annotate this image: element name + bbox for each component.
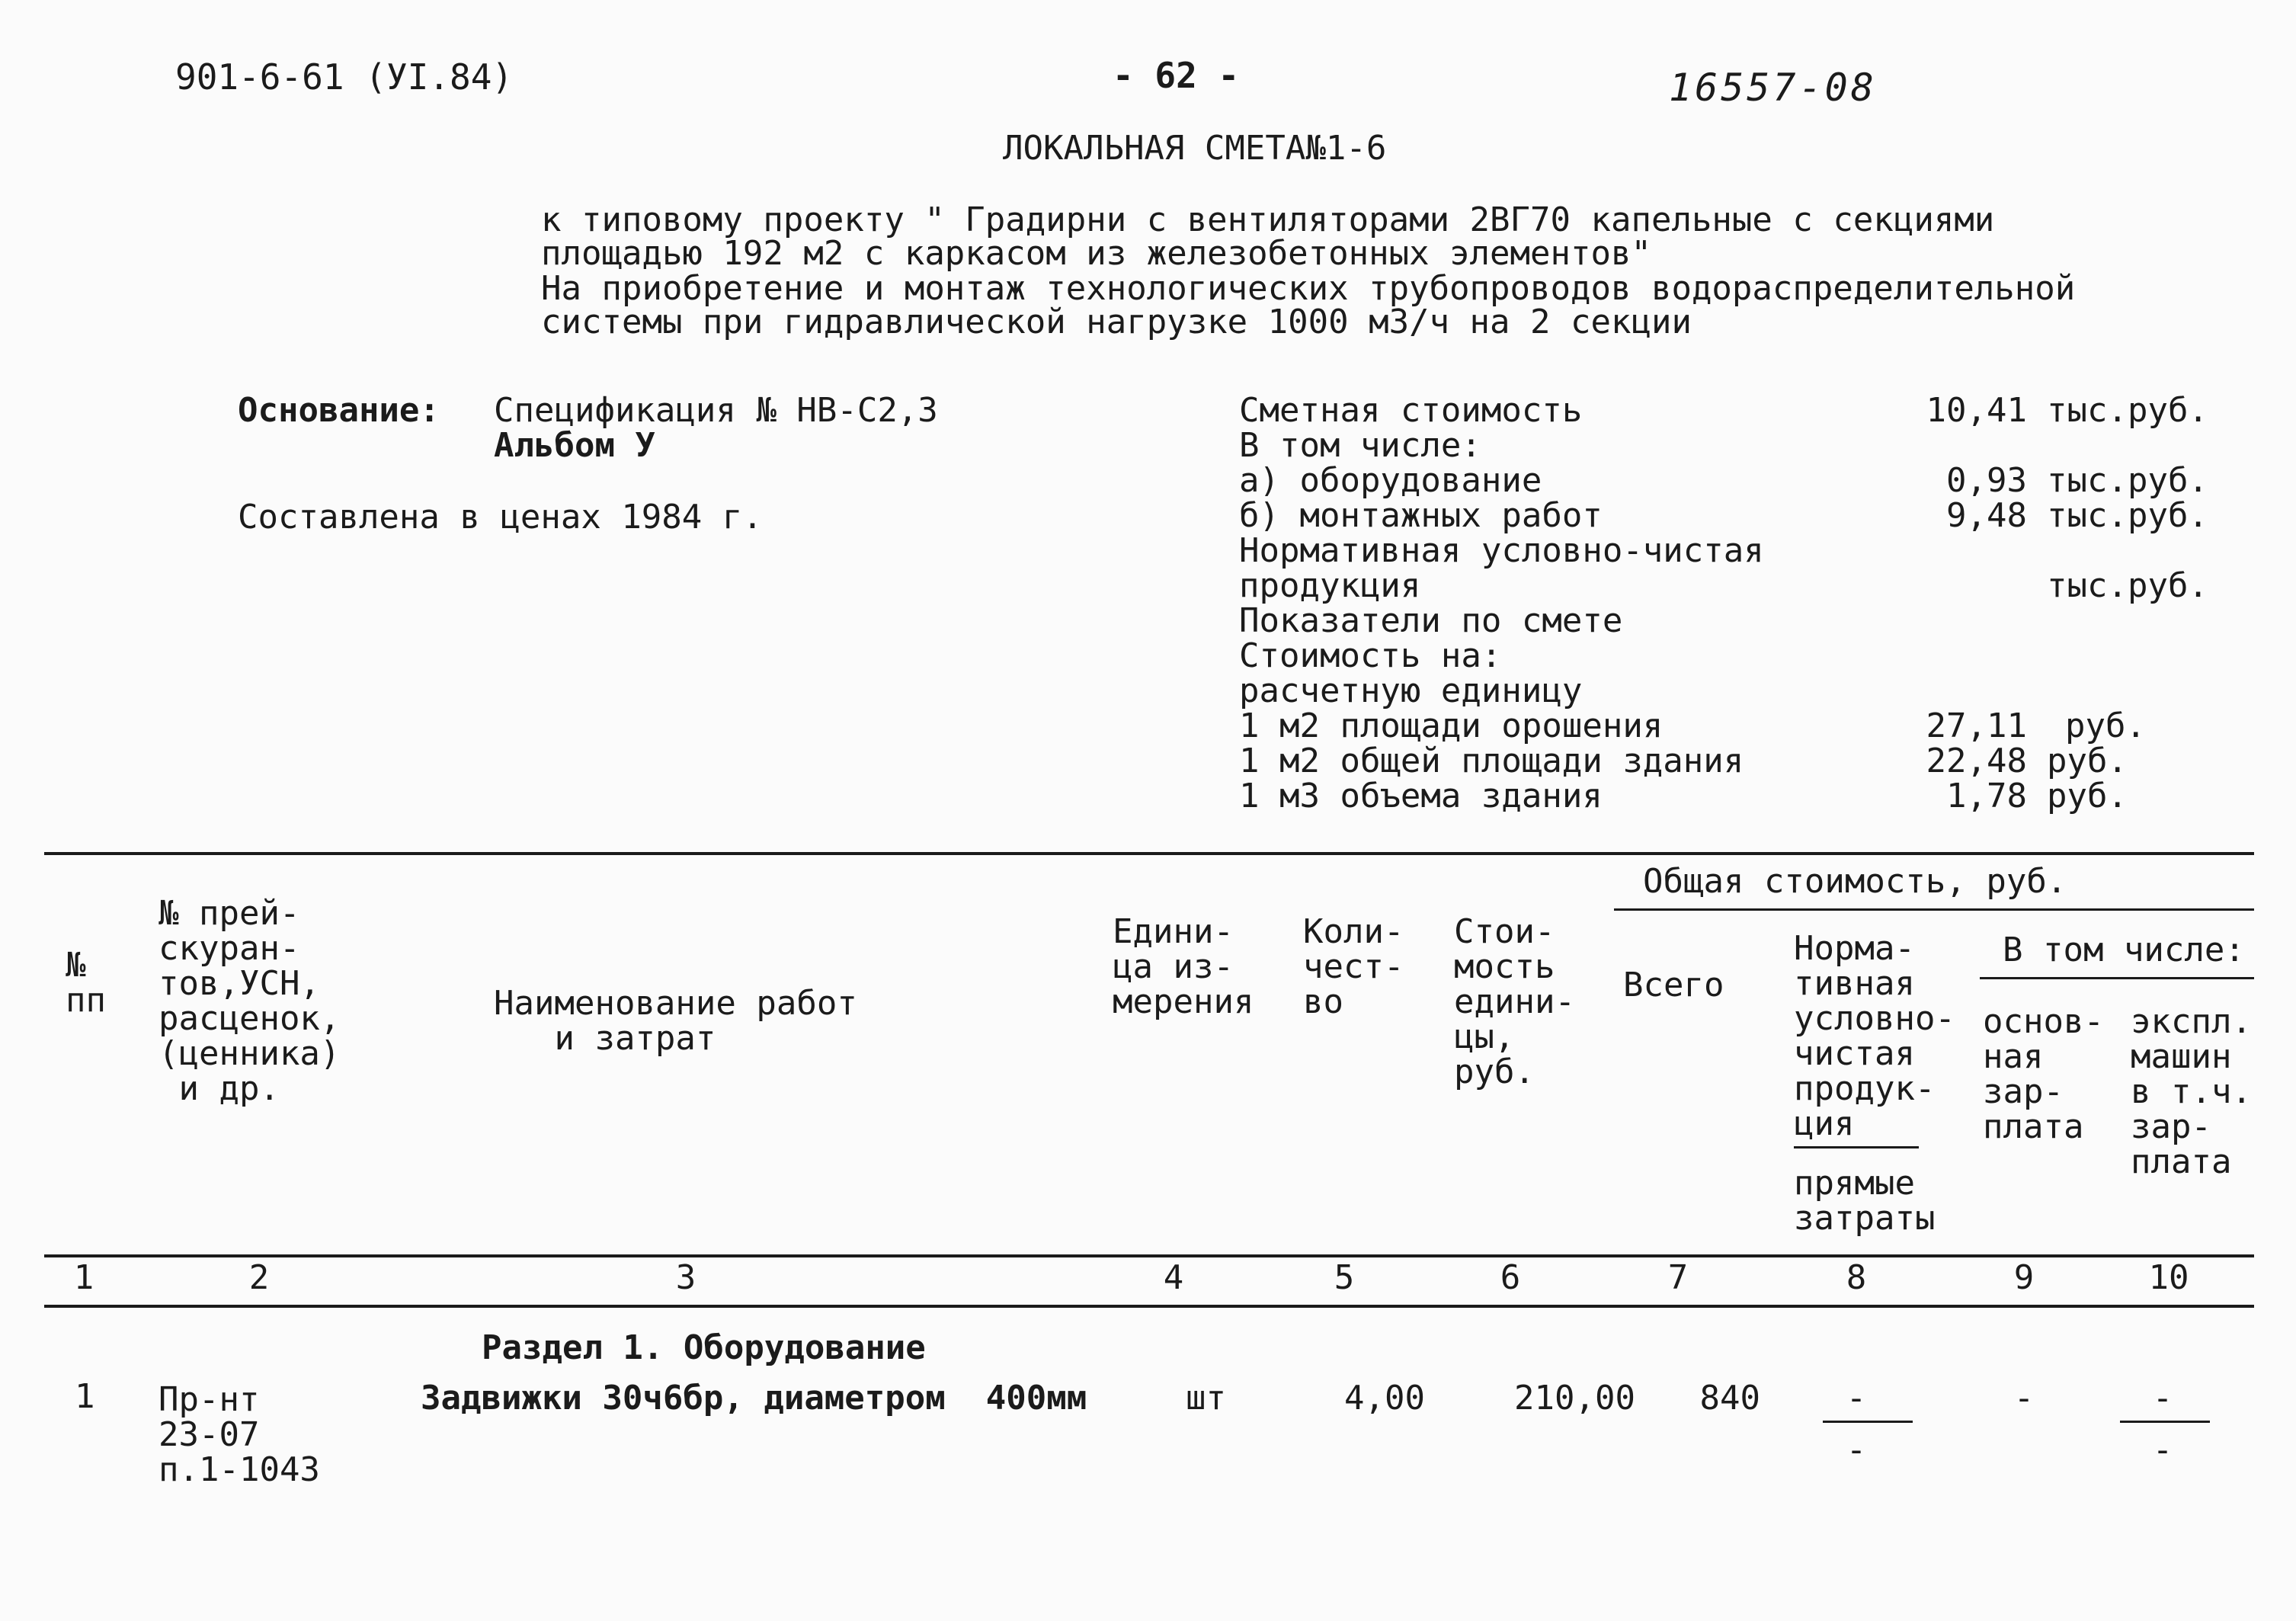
header-unit: Едини- ца из- мерения <box>1113 912 1254 1021</box>
row-number: 1 <box>75 1377 95 1416</box>
header-quantity: Коли- чест- во <box>1303 912 1404 1021</box>
row-work-name: Задвижки 30ч6бр, диаметром 400мм <box>421 1379 1087 1418</box>
column-number: 8 <box>1846 1258 1867 1297</box>
summary-label: Показатели по смете <box>1239 601 1623 640</box>
row-unit: шт <box>1186 1379 1226 1418</box>
column-numbers-rule <box>44 1305 2254 1308</box>
summary-label: б) монтажных работ <box>1239 496 1603 535</box>
row-total: 840 <box>1699 1379 1760 1418</box>
row-direct-costs: - <box>1846 1430 1867 1469</box>
total-cost-rule <box>1614 908 2254 911</box>
basis-value: Спецификация № НВ-С2,3 <box>494 391 938 430</box>
summary-label: а) оборудование <box>1239 461 1542 500</box>
header-price-ref: № прей- скуран- тов,УСН, расценок, (ценника) и др. <box>159 894 341 1108</box>
summary-unit: руб. <box>2047 742 2128 780</box>
header-direct-costs: прямые затраты <box>1794 1164 1936 1238</box>
row-machine-salary: - <box>2152 1430 2173 1469</box>
summary-label: Сметная стоимость <box>1239 391 1583 430</box>
summary-unit: тыс.руб. <box>2047 461 2208 500</box>
summary-value: 1,78 <box>1946 777 2027 815</box>
row-unit-cost: 210,00 <box>1514 1379 1635 1418</box>
row-price-ref: Пр-нт 23-07 п.1-1043 <box>159 1380 320 1489</box>
summary-value: 22,48 <box>1926 742 2027 780</box>
summary-label: 1 м2 площади орошения <box>1239 706 1664 745</box>
summary-unit: тыс.руб. <box>2047 496 2208 535</box>
summary-label: В том числе: <box>1239 426 1481 465</box>
summary-label: 1 м3 объема здания <box>1239 777 1603 815</box>
header-work-name: Наименование работ и затрат <box>494 984 857 1058</box>
column-number: 2 <box>248 1258 270 1297</box>
header-unit-cost: Стои- мость едини- цы, руб. <box>1454 912 1575 1091</box>
summary-value: 27,11 <box>1926 706 2027 745</box>
description-line: к типовому проекту " Градирни с вентиляторами 2ВГ70 капельные с секциями <box>541 200 1995 239</box>
table-top-rule <box>44 852 2254 855</box>
fraction-bar <box>2120 1421 2210 1423</box>
summary-unit: руб. <box>2065 706 2146 745</box>
column-number: 6 <box>1500 1258 1521 1297</box>
header-base-salary: основ- ная зар- плата <box>1983 1002 2104 1146</box>
header-machine-ops: экспл. машин в т.ч. зар- плата <box>2131 1002 2252 1181</box>
prices-note: Составлена в ценах 1984 г. <box>238 498 763 537</box>
description-line: системы при гидравлической нагрузке 1000 м3/ч на 2 секции <box>541 303 1692 341</box>
section-title: Раздел 1. Оборудование <box>482 1328 926 1367</box>
basis-album: Альбом У <box>494 426 655 465</box>
col8-divider <box>1794 1146 1919 1148</box>
summary-unit: руб. <box>2047 777 2128 815</box>
summary-value: 10,41 <box>1926 391 2027 430</box>
summary-label: Нормативная условно-чистая <box>1239 531 1764 570</box>
header-total: Всего <box>1623 966 1724 1004</box>
summary-unit: тыс.руб. <box>2047 566 2208 605</box>
including-rule <box>1980 977 2254 979</box>
column-number: 10 <box>2148 1258 2189 1297</box>
row-quantity: 4,00 <box>1344 1379 1425 1418</box>
header-num: № пп <box>66 946 106 1020</box>
summary-unit: тыс.руб. <box>2047 391 2208 430</box>
column-number: 7 <box>1667 1258 1689 1297</box>
summary-label: Стоимость на: <box>1239 636 1502 675</box>
column-number: 5 <box>1334 1258 1355 1297</box>
page-number: - 62 - <box>1113 55 1240 96</box>
basis-label: Основание: <box>238 391 440 430</box>
column-number: 4 <box>1163 1258 1184 1297</box>
summary-value: 9,48 <box>1946 496 2027 535</box>
row-base-salary: - <box>2013 1379 2035 1418</box>
document-number: 16557-08 <box>1669 66 1877 110</box>
summary-label: расчетную единицу <box>1239 671 1583 710</box>
summary-value: 0,93 <box>1946 461 2027 500</box>
header-including: В том числе: <box>2003 931 2245 969</box>
row-machine-ops: - <box>2152 1379 2173 1418</box>
fraction-bar <box>1823 1421 1913 1423</box>
header-net-product: Норма- тивная условно- чистая продук- ция <box>1794 929 1955 1143</box>
column-number: 1 <box>73 1258 94 1297</box>
document-title: ЛОКАЛЬНАЯ СМЕТА№1-6 <box>1003 129 1387 168</box>
project-code: 901-6-61 (УI.84) <box>175 56 514 98</box>
column-number: 9 <box>2013 1258 2035 1297</box>
summary-label: 1 м2 общей площади здания <box>1239 742 1744 780</box>
summary-label: продукция <box>1239 566 1421 605</box>
column-number: 3 <box>675 1258 696 1297</box>
description-line: площадью 192 м2 с каркасом из железобетонных элементов" <box>541 234 1651 273</box>
header-total-cost: Общая стоимость, руб. <box>1643 862 2067 901</box>
row-net-product: - <box>1846 1379 1867 1418</box>
header-bottom-rule <box>44 1254 2254 1257</box>
description-line: На приобретение и монтаж технологических трубопроводов водораспределительной <box>541 269 2076 308</box>
